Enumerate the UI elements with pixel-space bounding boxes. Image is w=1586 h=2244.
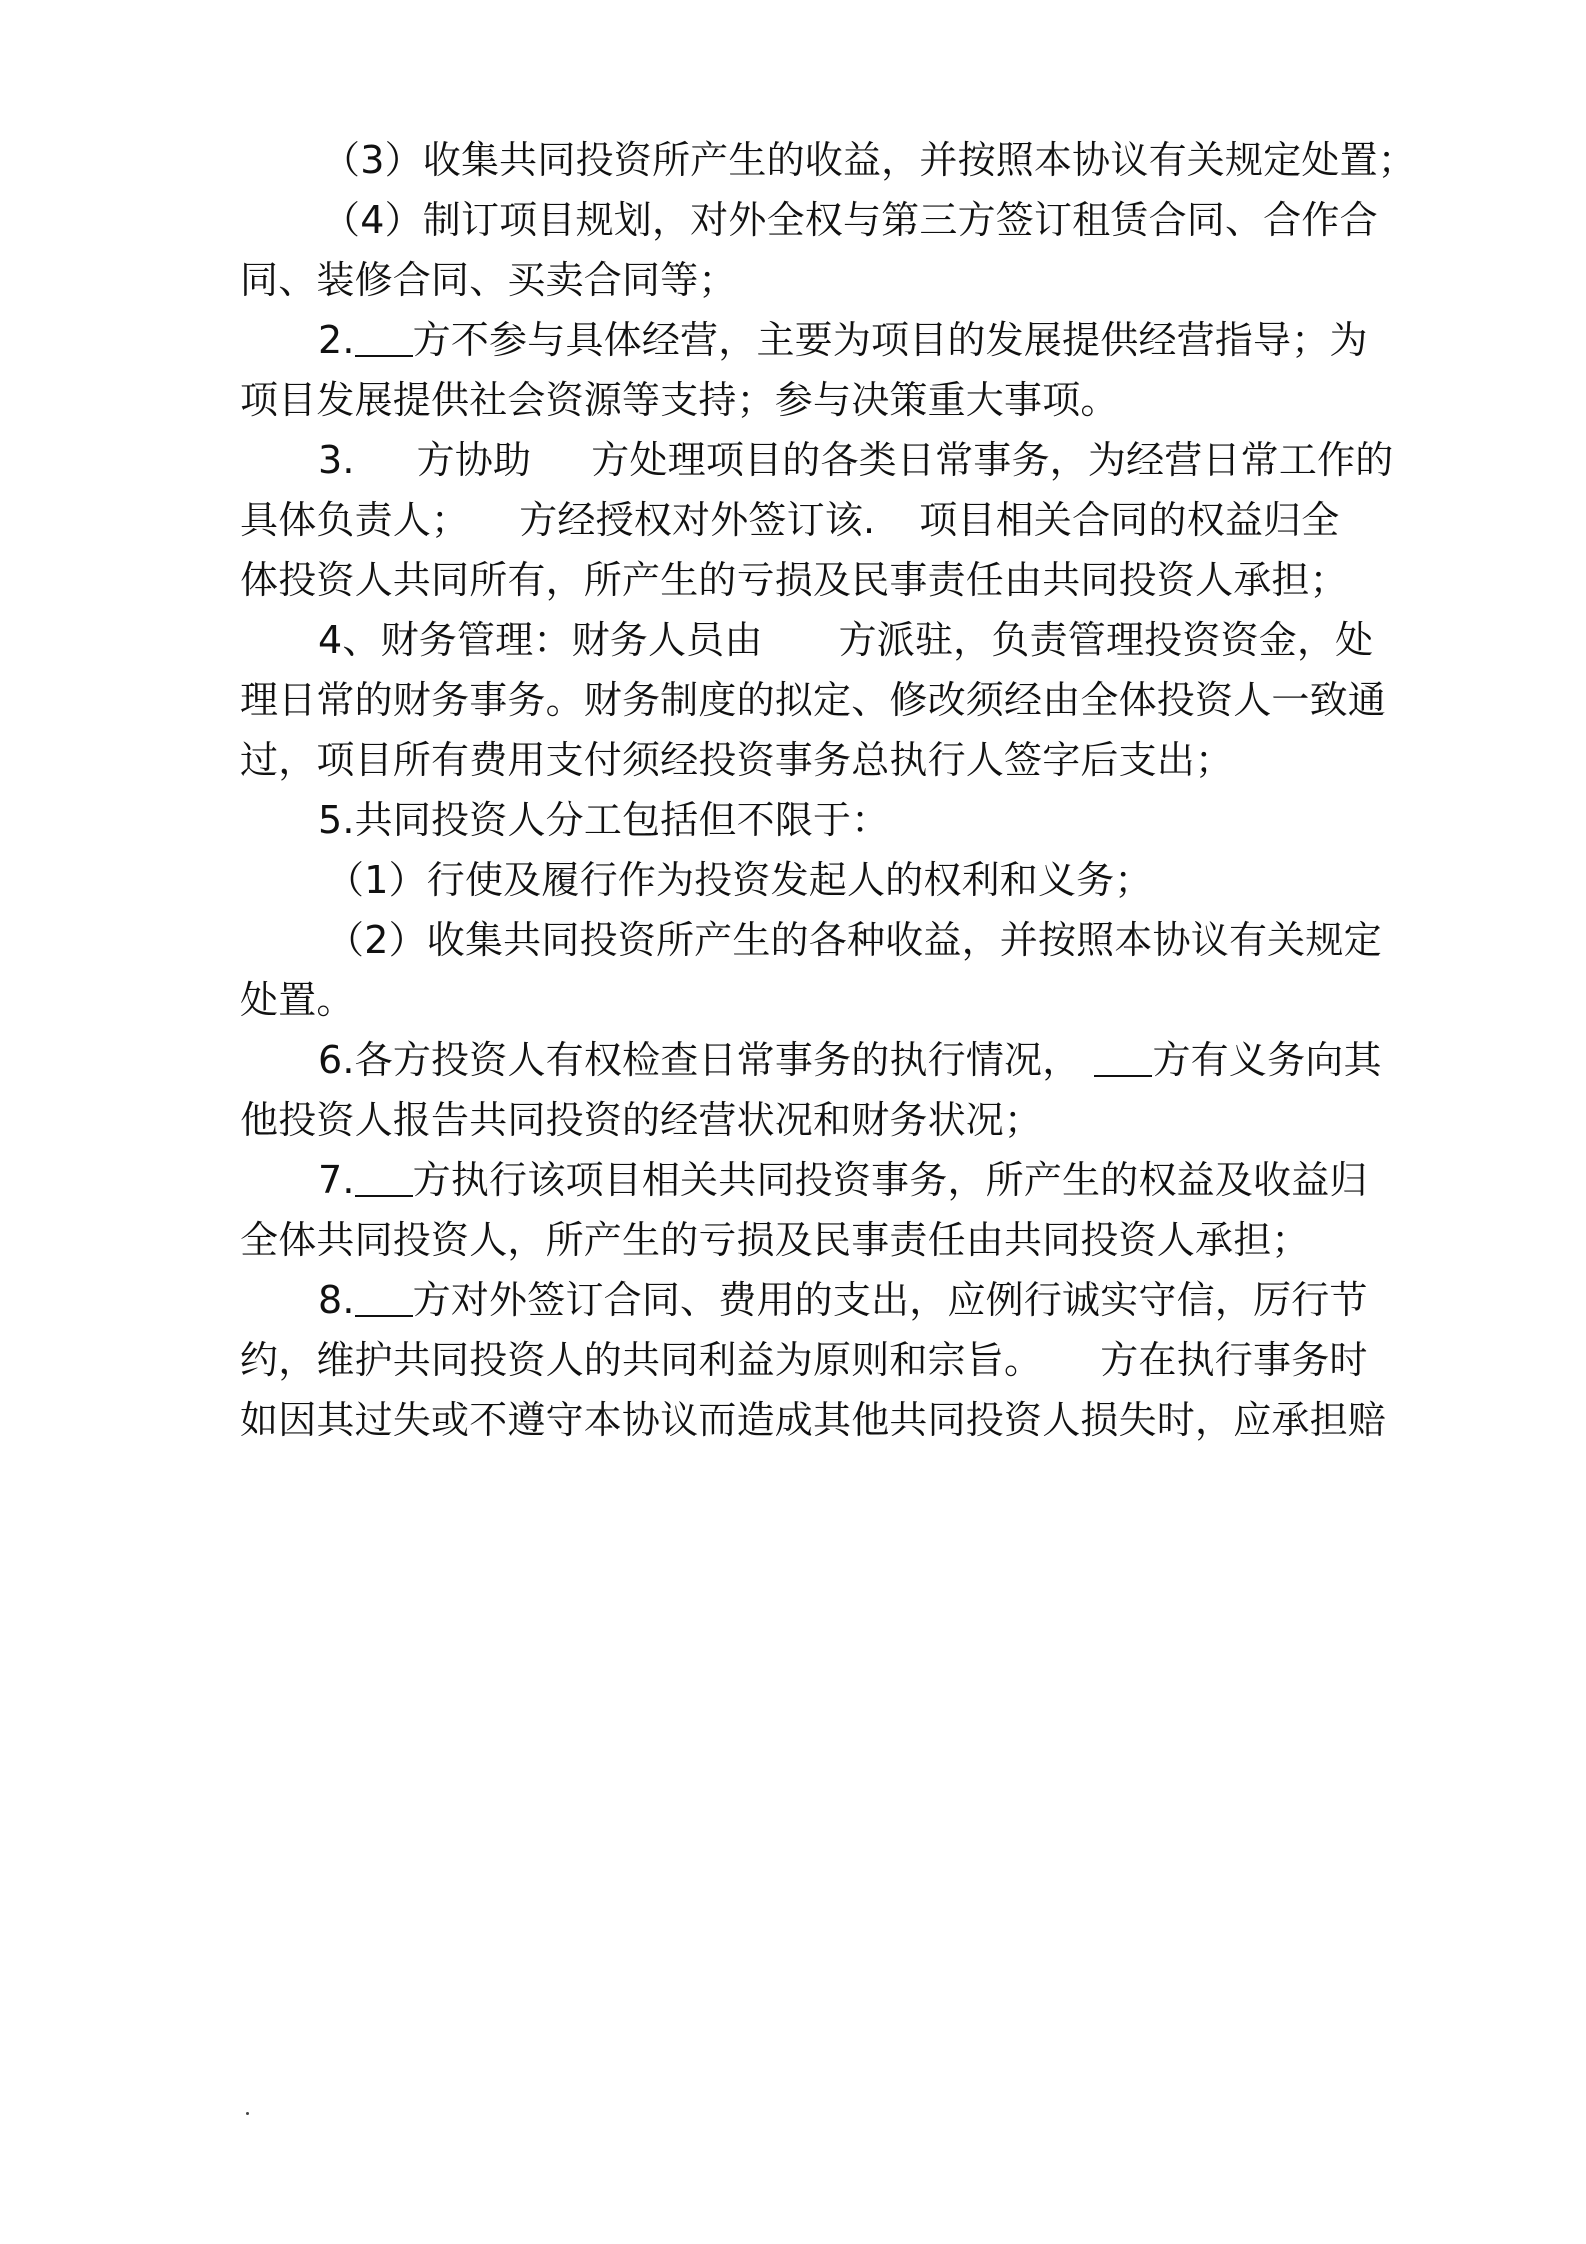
line-text: 同、装修合同、买卖合同等； (240, 258, 737, 302)
paragraph-line (240, 256, 1355, 304)
paragraph-line (318, 1036, 1433, 1084)
paragraph-line (318, 316, 1433, 364)
line-text: 方处理项目的各类日常事务，为经营日常工作的 (591, 438, 1394, 482)
paragraph-line (322, 196, 1437, 244)
line-text: 项目发展提供社会资源等支持；参与决策重大事项。 (240, 378, 1119, 422)
paragraph-line (240, 1216, 1355, 1264)
line-text: 方不参与具体经营，主要为项目的发展提供经营指导；为 (412, 318, 1368, 362)
paragraph-line (318, 436, 1433, 484)
line-text: 方派驻，负责管理投资资金，处 (838, 618, 1374, 662)
line-text: 2. (318, 318, 355, 362)
line-text: 处置。 (240, 978, 355, 1022)
line-text: 方经授权对外签订该. (519, 498, 876, 542)
line-text: 方执行该项目相关共同投资事务，所产生的权益及收益归 (412, 1158, 1368, 1202)
paragraph-line (240, 556, 1355, 604)
paragraph-line (240, 1396, 1387, 1444)
line-text: 项目相关合同的权益归全 (919, 498, 1340, 542)
line-text: 如因其过失或不遵守本协议而造成其他共同投资人损失时，应承担赔 (240, 1398, 1387, 1442)
line-text: 方协助 (416, 438, 532, 482)
paragraph-line (240, 1336, 1368, 1384)
line-text: 体投资人共同所有，所产生的亏损及民事责任由共同投资人承担； (240, 558, 1348, 602)
fill-in-blank (355, 1279, 413, 1317)
line-text: （4）制订项目规划，对外全权与第三方签订租赁合同、合作合 (322, 198, 1378, 242)
paragraph-line (322, 136, 1437, 184)
line-text: 约，维护共同投资人的共同利益为原则和宗旨。 (240, 1338, 1043, 1382)
paragraph-line (326, 856, 1441, 904)
line-text: （1）行使及履行作为投资发起人的权利和义务； (326, 858, 1153, 902)
fill-in-blank (1094, 1039, 1152, 1077)
paragraph-line (318, 1276, 1433, 1324)
paragraph-line (326, 916, 1441, 964)
paragraph-line (318, 1156, 1433, 1204)
line-text: 方在执行事务时 (1100, 1338, 1368, 1382)
line-text: 他投资人报告共同投资的经营状况和财务状况； (240, 1098, 1043, 1142)
line-text: 4、财务管理：财务人员由 (318, 618, 763, 662)
fill-in-blank (355, 1159, 413, 1197)
paragraph-line (240, 376, 1355, 424)
line-text: 具体负责人； (240, 498, 470, 542)
line-text: 8. (318, 1278, 355, 1322)
line-text: 5.共同投资人分工包括但不限于： (318, 798, 890, 842)
line-text: 3. (318, 438, 355, 482)
line-text: （3）收集共同投资所产生的收益，并按照本协议有关规定处置； (322, 138, 1416, 182)
line-text: 7. (318, 1158, 355, 1202)
paragraph-line (240, 496, 1355, 544)
paragraph-line (240, 736, 1355, 784)
page-speck (246, 2112, 249, 2115)
paragraph-line (240, 1096, 1355, 1144)
line-text: 6.各方投资人有权检查日常事务的执行情况， (318, 1038, 1081, 1082)
line-text: 方有义务向其 (1152, 1038, 1382, 1082)
paragraph-line (318, 616, 1433, 664)
line-text: 方对外签订合同、费用的支出，应例行诚实守信，厉行节 (412, 1278, 1368, 1322)
paragraph-line (318, 796, 1433, 844)
fill-in-blank (355, 319, 413, 357)
line-text: 理日常的财务事务。财务制度的拟定、修改须经由全体投资人一致通 (240, 678, 1387, 722)
line-text: 全体共同投资人，所产生的亏损及民事责任由共同投资人承担； (240, 1218, 1310, 1262)
line-text: （2）收集共同投资所产生的各种收益，并按照本协议有关规定 (326, 918, 1382, 962)
paragraph-line (240, 676, 1387, 724)
paragraph-line (240, 976, 1355, 1024)
line-text: 过，项目所有费用支付须经投资事务总执行人签字后支出； (240, 738, 1234, 782)
